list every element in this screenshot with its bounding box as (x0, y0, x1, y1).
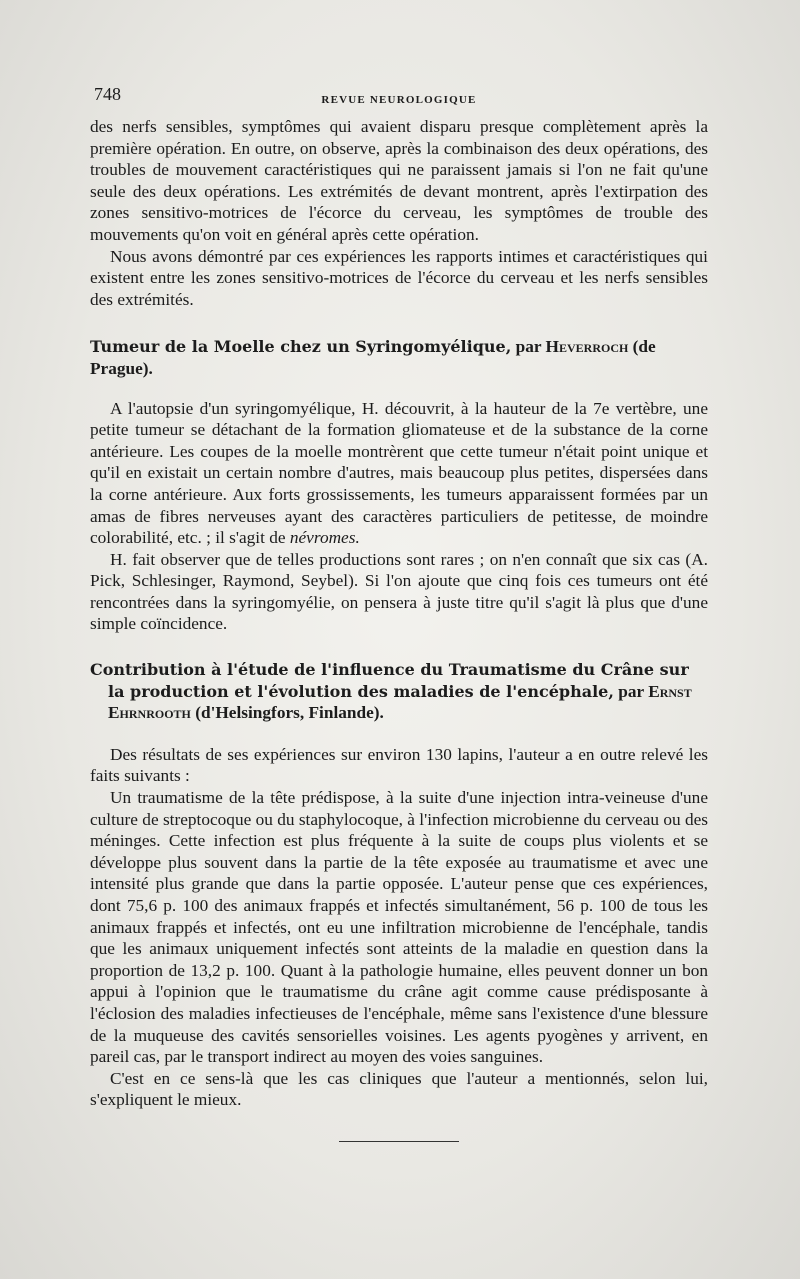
article-1-paragraph-1-italic: névromes. (289, 528, 360, 548)
page-content (90, 82, 708, 1142)
article-1-paragraph-1 (90, 398, 708, 549)
intro-paragraph-2: Nous avons démontré par ces expériences les rapports intimes et caractéristiques qui existent entre les zones sensitivo-motrices de l'écorce du cerveau et les nerfs sensibles des extrémités. (90, 246, 708, 309)
article-2-title-line-1: Contribution à l'étude de l'influence du Traumatisme du Crâne sur (90, 660, 689, 680)
article-1-title: Tumeur de la Moelle chez un Syringomyélique, (90, 337, 512, 357)
article-2-paragraph-2: Un traumatisme de la tête prédispose, à la suite d'une injection intra-veineuse d'une culture de streptocoque ou du staphylocoque, à l'infection microbienne du cerveau ou des méninges. Cette infection est plus fréquente à la suite de coups plus violents et se développe plus souvent dans la partie de la tête exposée au traumatisme et avec une intensité plus grande que dans la partie opposée. L'auteur pense que ces expériences, dont 75,6 p. 100 des animaux frappés et infectés simultanément, 56 p. 100 de tous les animaux frappés et infectés, ont eu une infiltration microbienne de l'encéphale, tandis que les animaux uniquement infectés sont atteints de la maladie en question dans la proportion de 13,2 p. 100. Quant à la pathologie humaine, elles peuvent donner un bon appui à l'opinion que le traumatisme du crâne agit comme cause prédisposante à l'éclosion des maladies infectieuses de l'encéphale, même sans l'existence d'une blessure de la muqueuse des cavités sensorielles voisines. Les agents pyogènes y arrivent, en pareil cas, par le transport indirect au moyen des voies sanguines. (90, 788, 708, 1067)
article-2-place: (d'Helsingfors, Finlande). (195, 703, 384, 723)
article-1-heading (90, 336, 708, 379)
article-2-author-last: Ehrnrooth (108, 703, 191, 723)
running-head (90, 82, 708, 116)
article-2-author-first: Ernst (648, 681, 692, 701)
article-1-paragraph-2: H. fait observer que de telles productions sont rares ; on n'en connaît que six cas (A. Pick, Schlesinger, Raymond, Seybel). Si l'on ajoute que cinq fois ces tumeurs ont été rencontrées dans la syringomyélie, on pensera à juste titre qu'il s'agit là plus que d'une simple coïncidence. (90, 549, 708, 634)
article-1-by: par (515, 337, 542, 357)
intro-paragraph-1: des nerfs sensibles, symptômes qui avaient disparu presque complètement après la première opération. En outre, on observe, après la combinaison des deux opérations, des troubles de mouvement caractéristiques qui ne paraissent jamais si l'on ne fait qu'une seule des deux opérations. Les extrémités de devant montrent, après l'extirpation des zones sensitivo-motrices de l'écorce du cerveau, les symptômes de trouble des mouvements qu'on voit en général après cette opération. (90, 117, 708, 244)
article-2-by: par (618, 681, 644, 701)
article-2-paragraph-1: Des résultats de ses expériences sur environ 130 lapins, l'auteur a en outre relevé les faits suivants : (90, 744, 708, 786)
article-2-paragraph-3: C'est en ce sens-là que les cas cliniques que l'auteur a mentionnés, selon lui, s'expliquent le mieux. (90, 1068, 708, 1110)
article-2-author-line (90, 702, 708, 724)
article-1-place: (de Prague). (90, 337, 656, 378)
article-2-title-continuation (90, 681, 708, 703)
article-2-title-line-2: la production et l'évolution des maladies de l'encéphale, (108, 681, 614, 701)
journal-title: REVUE NEUROLOGIQUE (321, 94, 477, 106)
article-2-heading (90, 659, 708, 724)
end-rule (339, 1141, 459, 1142)
article-1-author: Heverroch (545, 337, 629, 357)
article-1-paragraph-1-text: A l'autopsie d'un syringomyélique, H. découvrit, à la hauteur de la 7e vertèbre, une petite tumeur se détachant de la formation gliomateuse et de la substance de la corne antérieure. Les coupes de la moelle montrèrent que cette tumeur n'était point unique et qu'il en existait un certain nombre d'autres, mais beaucoup plus petites, dispersées dans la corne antérieure. Aux forts grossissements, les tumeurs apparaissent formées par un amas de fibres nerveuses ayant des caractères particuliers de petitesse, de moindre colorabilité, etc. ; il s'agit de (90, 398, 708, 548)
page-number: 748 (94, 84, 121, 104)
